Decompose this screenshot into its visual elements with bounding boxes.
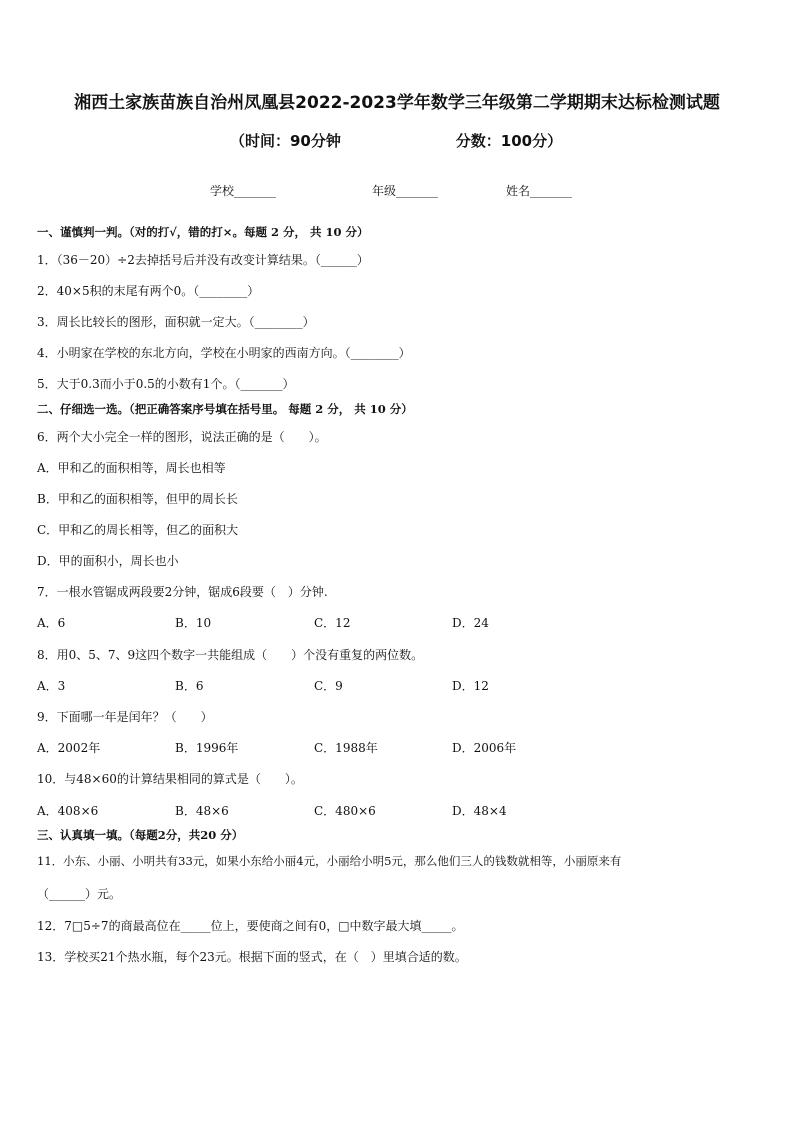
- question-1: 1．（36－20）÷2去掉括号后并没有改变计算结果。（______）: [37, 253, 369, 267]
- question-10-option-b: B．48×6: [175, 804, 229, 818]
- question-8-option-c: C．9: [314, 679, 343, 693]
- question-6: 6．两个大小完全一样的图形，说法正确的是（ ）。: [37, 430, 327, 444]
- question-3: 3．周长比较长的图形，面积就一定大。（________）: [37, 315, 315, 329]
- name-field: 姓名_______: [506, 184, 573, 198]
- section-heading-3: 三、认真填一填。（每题2分，共20 分）: [37, 828, 244, 842]
- question-7-option-c: C．12: [314, 616, 351, 630]
- question-11-continued: （______）元。: [37, 887, 122, 901]
- question-10-option-a: A．408×6: [37, 804, 99, 818]
- school-field: 学校_______: [210, 184, 277, 198]
- question-11: 11．小东、小丽、小明共有33元，如果小东给小丽4元，小丽给小明5元，那么他们三人的钱数就相等，小丽原来有: [37, 854, 622, 868]
- question-9-option-b: B．1996年: [175, 741, 239, 755]
- question-7-option-d: D．24: [452, 616, 489, 630]
- question-10: 10．与48×60的计算结果相同的算式是（ ）。: [37, 772, 303, 786]
- question-9: 9．下面哪一年是闰年？（ ）: [37, 710, 213, 724]
- question-2: 2．40×5积的末尾有两个0。（________）: [37, 284, 260, 298]
- question-7-option-a: A．6: [37, 616, 66, 630]
- page-title: 湘西土家族苗族自治州凤凰县2022-2023学年数学三年级第二学期期末达标检测试题: [74, 93, 720, 113]
- question-7-option-b: B．10: [175, 616, 212, 630]
- section-heading-2: 二、仔细选一选。（把正确答案序号填在括号里。 每题 2 分， 共 10 分）: [37, 402, 413, 416]
- question-8-option-d: D．12: [452, 679, 489, 693]
- question-6-option-b: B．甲和乙的面积相等，但甲的周长长: [37, 492, 238, 506]
- section-heading-1: 一、谨慎判一判。（对的打√，错的打×。每题 2 分， 共 10 分）: [37, 225, 369, 239]
- question-9-option-d: D．2006年: [452, 741, 517, 755]
- question-6-option-c: C．甲和乙的周长相等，但乙的面积大: [37, 523, 239, 537]
- exam-time-score: （时间：90分钟 分数：100分）: [230, 132, 563, 150]
- question-9-option-a: A．2002年: [37, 741, 101, 755]
- question-13: 13．学校买21个热水瓶，每个23元。根据下面的竖式，在（ ）里填合适的数。: [37, 950, 467, 964]
- question-6-option-a: A．甲和乙的面积相等，周长也相等: [37, 461, 226, 475]
- question-10-option-d: D．48×4: [452, 804, 507, 818]
- question-8-option-b: B．6: [175, 679, 204, 693]
- question-12: 12．7□5÷7的商最高位在_____位上，要使商之间有0，□中数字最大填_____。: [37, 919, 464, 933]
- question-8: 8．用0、5、7、9这四个数字一共能组成（ ）个没有重复的两位数。: [37, 648, 424, 662]
- question-4: 4．小明家在学校的东北方向，学校在小明家的西南方向。（________）: [37, 346, 411, 360]
- question-10-option-c: C．480×6: [314, 804, 376, 818]
- grade-field: 年级_______: [372, 184, 439, 198]
- question-5: 5．大于0.3而小于0.5的小数有1个。（_______）: [37, 377, 295, 391]
- question-6-option-d: D．甲的面积小，周长也小: [37, 554, 179, 568]
- question-7: 7．一根水管锯成两段要2分钟，锯成6段要（ ）分钟.: [37, 585, 328, 599]
- question-8-option-a: A．3: [37, 679, 66, 693]
- question-9-option-c: C．1988年: [314, 741, 378, 755]
